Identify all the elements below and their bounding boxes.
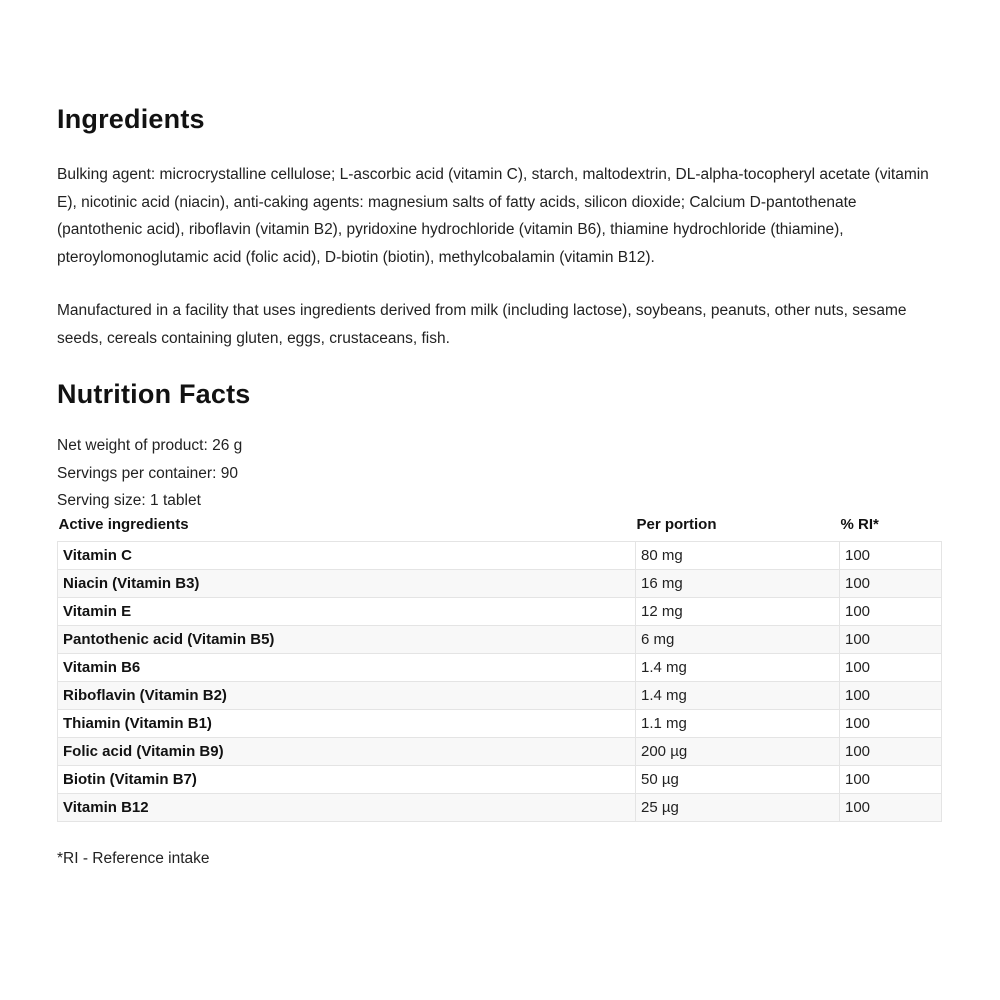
per-portion-cell: 200 µg <box>636 737 840 765</box>
ri-value-cell: 100 <box>840 541 942 569</box>
servings-per-container-line: Servings per container: 90 <box>57 464 238 482</box>
product-info-page <box>57 0 941 872</box>
per-portion-cell: 50 µg <box>636 765 840 793</box>
per-portion-cell: 1.4 mg <box>636 681 840 709</box>
ingredients-paragraph: Bulking agent: microcrystalline cellulose; L-ascorbic acid (vitamin C), starch, maltodextrin, DL-alpha-tocopheryl acetate (vitamin E), nicotinic acid (niacin), anti-caking agents: magnesium salts of fatty acids, silicon dioxide; Calcium D-pantothenate (pantothenic acid), riboflavin (vitamin B2), pyridoxine hydrochloride (vitamin B6), thiamine hydrochloride (thiamine), pteroylomonoglutamic acid (folic acid), D-biotin (biotin), methylcobalamin (vitamin B12). <box>57 166 929 266</box>
nutrition-table <box>57 515 942 822</box>
per-portion-cell: 1.1 mg <box>636 709 840 737</box>
serving-size-line: Serving size: 1 tablet <box>57 492 201 509</box>
per-portion-cell: 25 µg <box>636 793 840 821</box>
ri-value-cell: 100 <box>840 625 942 653</box>
table-row <box>58 597 942 625</box>
per-portion-cell: 80 mg <box>636 541 840 569</box>
table-row <box>58 569 942 597</box>
col-header-active-ingredients: Active ingredients <box>58 515 189 533</box>
allergen-paragraph: Manufactured in a facility that uses ingredients derived from milk (including lactose), soybeans, peanuts, other nuts, sesame seeds, cereals containing gluten, eggs, crustaceans, fish. <box>57 302 907 347</box>
ingredient-name-cell: Pantothenic acid (Vitamin B5) <box>58 625 636 653</box>
table-row <box>58 625 942 653</box>
ri-footnote: *RI - Reference intake <box>57 849 210 867</box>
ri-value-cell: 100 <box>840 681 942 709</box>
per-portion-cell: 1.4 mg <box>636 653 840 681</box>
table-row <box>58 737 942 765</box>
ingredient-name-cell: Vitamin B12 <box>58 793 636 821</box>
ri-value-cell: 100 <box>840 737 942 765</box>
net-weight-line: Net weight of product: 26 g <box>57 437 243 454</box>
table-row <box>58 541 942 569</box>
ingredient-name-cell: Riboflavin (Vitamin B2) <box>58 681 636 709</box>
table-row <box>58 681 942 709</box>
ri-value-cell: 100 <box>840 569 942 597</box>
table-row <box>58 653 942 681</box>
ingredient-name-cell: Thiamin (Vitamin B1) <box>58 709 636 737</box>
table-row <box>58 793 942 821</box>
per-portion-cell: 12 mg <box>636 597 840 625</box>
col-header-per-portion: Per portion <box>636 515 717 533</box>
nutrition-facts-title: Nutrition Facts <box>57 379 251 409</box>
ingredient-name-cell: Vitamin C <box>58 541 636 569</box>
ri-value-cell: 100 <box>840 653 942 681</box>
ingredient-name-cell: Niacin (Vitamin B3) <box>58 569 636 597</box>
ingredient-name-cell: Folic acid (Vitamin B9) <box>58 737 636 765</box>
table-row <box>58 765 942 793</box>
per-portion-cell: 6 mg <box>636 625 840 653</box>
ri-value-cell: 100 <box>840 709 942 737</box>
ingredients-title: Ingredients <box>57 104 205 134</box>
table-header-row <box>58 515 942 542</box>
col-header-percent-ri: % RI* <box>840 515 879 533</box>
ingredient-name-cell: Vitamin E <box>58 597 636 625</box>
ri-value-cell: 100 <box>840 765 942 793</box>
ri-value-cell: 100 <box>840 793 942 821</box>
table-row <box>58 709 942 737</box>
per-portion-cell: 16 mg <box>636 569 840 597</box>
ingredient-name-cell: Vitamin B6 <box>58 653 636 681</box>
ri-value-cell: 100 <box>840 597 942 625</box>
ingredient-name-cell: Biotin (Vitamin B7) <box>58 765 636 793</box>
